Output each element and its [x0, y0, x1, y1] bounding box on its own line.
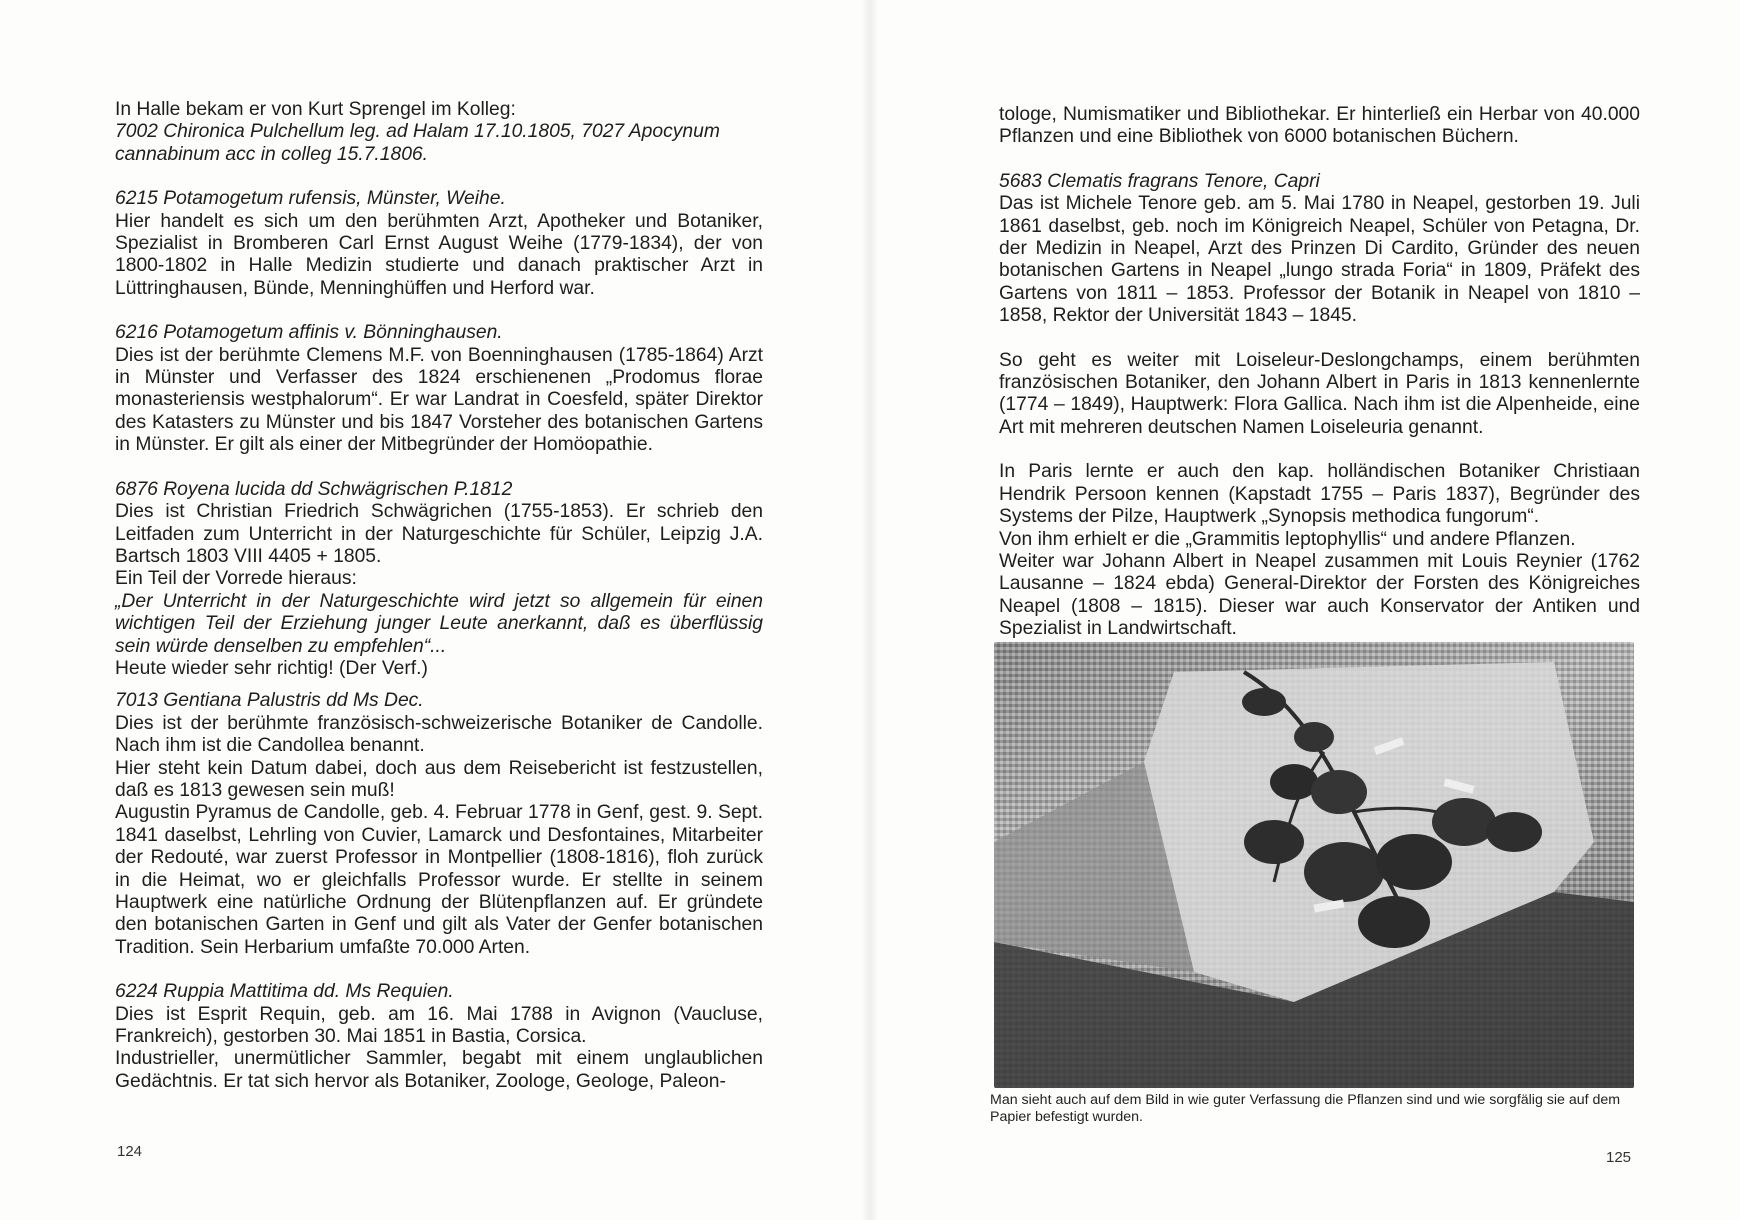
right-entry-text: Weiter war Johann Albert in Neapel zusammen mit Louis Reynier (1762 Lausanne – 1824 ebda) General-Direktor der Forsten des Königreiches Neapel (1808 – 1815). Dieser war auch Konservator der Antiken und Spezialist in Landwirtschaft. [999, 550, 1640, 640]
left-entry-heading: 7002 Chironica Pulchellum leg. ad Halam 17.10.1805, 7027 Apocynum [115, 121, 720, 143]
herbarium-photo-illustration [994, 642, 1634, 1088]
right-page-text [999, 104, 1640, 663]
left-entry-heading: 6224 Ruppia Mattitima dd. Ms Requien. [115, 981, 454, 1003]
left-entry-text: Ein Teil der Vorrede hieraus: [115, 568, 357, 590]
left-entry-text: Hier handelt es sich um den berühmten Arzt, Apotheker und Botaniker, Spezialist in Bromberen Carl Ernst August Weihe (1779-1834), der von 1800-1802 in Halle Medizin studierte und danach praktischer Arzt in Lüttringhausen, Bünde, Menninghüffen und Herford war. [115, 210, 763, 299]
left-entry-text: Heute wieder sehr richtig! (Der Verf.) [115, 657, 428, 679]
left-entry-heading: 6215 Potamogetum rufensis, Münster, Weihe. [115, 188, 506, 210]
left-entry-text: Augustin Pyramus de Candolle, geb. 4. Februar 1778 in Genf, gest. 9. Sept. 1841 daselbst, Lehrling von Cuvier, Lamarck und Desfontaines, Mitarbeiter der Redouté, war zuerst Professor in Montpellier (1808-1816), floh zurück in die Heimat, wo er gleichfalls Professor wurde. Er stellte in seinem Hauptwerk eine natürliche Ordnung der Blütenpflanzen auf. Er gründete den botanischen Garten in Genf und gilt als Vater der Genfer botanischen Tradition. Sein Herbarium umfaßte 70.000 Arten. [115, 802, 763, 958]
left-entry [115, 99, 763, 166]
book-gutter [862, 0, 878, 1220]
right-entry-text: So geht es weiter mit Loiseleur-Deslongchamps, einem berühmten französischen Botaniker, den Johann Albert in Paris in 1813 kennenlernte (1774 – 1849), Hauptwerk: Flora Gallica. Nach ihm ist die Alpenheide, eine Art mit mehreren deutschen Namen Loiseleuria genannt. [999, 349, 1640, 438]
right-entry-text: In Paris lernte er auch den kap. holländischen Botaniker Christiaan Hendrik Persoon kennen (Kapstadt 1755 – Paris 1837), Begründer des Systems der Pilze, Hauptwerk „Synopsis methodica fungorum“. [999, 461, 1640, 528]
left-entry-text: Hier steht kein Datum dabei, doch aus dem Reisebericht ist festzustellen, daß es 1813 gewesen sein muß! [115, 757, 763, 801]
photo-caption: Man sieht auch auf dem Bild in wie guter Verfassung die Pflanzen sind und wie sorgfälig sie auf dem Papier befestigt wurden. [990, 1092, 1621, 1125]
page-number-left: 124 [117, 1143, 143, 1160]
left-entry [115, 981, 763, 1093]
left-entry [115, 690, 763, 959]
left-entry-text: Dies ist Christian Friedrich Schwägrichen (1755-1853). Er schrieb den Leitfaden zum Unterricht in der Naturgeschichte für Schüler, Leipzig J.A. Bartsch 1803 VIII 4405 + 1805. [115, 501, 763, 567]
herbarium-photo [994, 642, 1634, 1088]
left-entry-text: Industrieller, unermütlicher Sammler, begabt mit einem unglaublichen Gedächtnis. Er tat sich hervor als Botaniker, Zoologe, Geologe, Paleon- [115, 1048, 763, 1092]
left-entry [115, 479, 763, 681]
right-entry [999, 171, 1640, 328]
right-entry [999, 104, 1640, 149]
right-entry-text: Das ist Michele Tenore geb. am 5. Mai 1780 in Neapel, gestorben 19. Juli 1861 daselbst, geb. noch im Königreich Neapel, Schüler von Petagna, Dr. der Medizin in Neapel, Arzt des Prinzen Di Cardito, Gründer des neuen botanischen Gartens in Neapel „lungo strada Foria“ in 1809, Präfekt des Gartens von 1811 – 1853. Professor der Botanik in Neapel von 1810 – 1858, Rektor der Universität 1843 – 1845. [999, 193, 1640, 327]
left-page-text [115, 99, 763, 1115]
left-entry [115, 322, 763, 456]
left-entry-heading: 7013 Gentiana Palustris dd Ms Dec. [115, 690, 424, 712]
left-entry-heading: 6216 Potamogetum affinis v. Bönninghausen. [115, 322, 503, 344]
right-entry-text: Von ihm erhielt er die „Grammitis leptophyllis“ und andere Pflanzen. [999, 528, 1576, 550]
left-entry-text: Dies ist der berühmte Clemens M.F. von Boenninghausen (1785-1864) Arzt in Münster und Verfasser des 1824 erschienenen „Prodomus florae monasteriensis westphalorum“. Er war Landrat in Coesfeld, später Direktor des Katasters zu Münster und bis 1847 Vorsteher des botanischen Gartens in Münster. Er gilt als einer der Mitbegründer der Homöopathie. [115, 344, 763, 456]
left-entry-heading: „Der Unterricht in der Naturgeschichte wird jetzt so allgemein für einen wichtigen Teil der Erziehung junger Leute anerkannt, daß es überflüssig sein würde denselben zu empfehlen“... [115, 590, 763, 657]
right-page [870, 0, 1740, 1220]
left-entry-heading: 6876 Royena lucida dd Schwägrischen P.1812 [115, 478, 513, 500]
page-number-right: 125 [1606, 1149, 1632, 1166]
right-entry [999, 461, 1640, 640]
left-entry-text: Dies ist Esprit Requin, geb. am 16. Mai 1788 in Avignon (Vaucluse, Frankreich), gestorben 30. Mai 1851 in Bastia, Corsica. [115, 1003, 763, 1048]
left-entry-heading: cannabinum acc in colleg 15.7.1806. [115, 143, 429, 165]
right-entry-heading: 5683 Clematis fragrans Tenore, Capri [999, 170, 1320, 192]
left-entry [115, 188, 763, 300]
left-entry-text: In Halle bekam er von Kurt Sprengel im Kolleg: [115, 99, 516, 120]
right-entry-text: tologe, Numismatiker und Bibliothekar. Er hinterließ ein Herbar von 40.000 Pflanzen und eine Bibliothek von 6000 botanischen Büchern. [999, 104, 1640, 148]
right-entry [999, 350, 1640, 440]
left-entry-text: Dies ist der berühmte französisch-schweizerische Botaniker de Candolle. Nach ihm ist die Candollea benannt. [115, 712, 763, 757]
